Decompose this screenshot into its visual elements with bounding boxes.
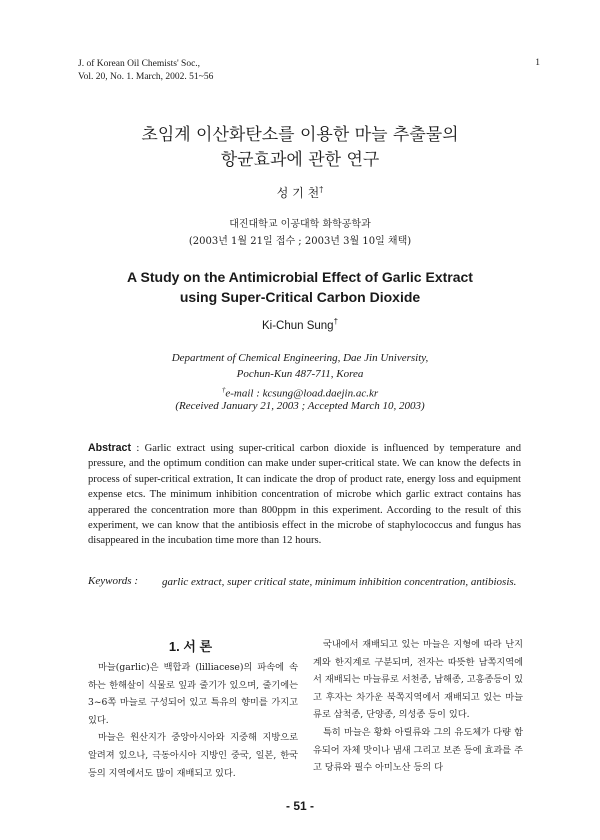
abstract — [88, 441, 521, 549]
paragraph: 마늘은 원산지가 중앙아시아와 지중해 지방으로 알려져 있으나, 극동아시아 지방인 중국, 일본, 한국 등의 지역에서도 많이 재배되고 있다. — [88, 732, 298, 779]
english-department: Department of Chemical Engineering, Dae Jin University, — [171, 352, 429, 364]
body-column-right — [313, 636, 523, 777]
header-page-number: 1 — [535, 58, 540, 68]
email-text: e-mail : kcsung@load.daejin.ac.kr — [225, 387, 379, 400]
english-address: Pochun-Kun 487-711, Korea — [236, 368, 364, 380]
dagger-mark: † — [319, 185, 324, 194]
section-heading-introduction: 1. 서 론 — [168, 639, 213, 654]
korean-title-line2: 항균효과에 관한 연구 — [220, 150, 380, 170]
korean-author — [0, 184, 600, 201]
english-title-line2: using Super-Critical Carbon Dioxide — [179, 289, 421, 305]
footer-page-number: - 51 - — [285, 799, 314, 813]
korean-title-line1: 초임계 이산화탄소를 이용한 마늘 추출물의 — [141, 125, 459, 145]
abstract-label: Abstract — [88, 442, 131, 454]
english-author — [0, 317, 600, 332]
english-title-line1: A Study on the Antimicrobial Effect of Garlic Extract — [127, 269, 473, 285]
korean-author-name: 성 기 천 — [276, 186, 320, 200]
english-received-dates: (Received January 21, 2003 ; Accepted March 10, 2003) — [175, 400, 425, 412]
korean-dates: (2003년 1월 21일 접수 ; 2003년 3월 10일 채택) — [188, 236, 412, 247]
paragraph: 국내에서 재배되고 있는 마늘은 지형에 따라 난지계와 한지계로 구분되며, 전자는 따뜻한 남쪽지역에서 재배되는 마늘류로 서천종, 남해종, 고흥종등이 있고 후자는 차가운 북쪽지역에서 재배되고 있는 마늘류로 삼척종, 단양종, 의성종 등이 있다. — [313, 639, 523, 721]
body-column-left — [88, 659, 298, 782]
english-author-name: Ki-Chun Sung — [261, 319, 334, 332]
abstract-text: : Garlic extract using super-critical carbon dioxide is influenced by temperature and pressure, and the optimum condition can make under super-critical state. We can know the defects in process of super-critical extration, It can indicate the drop of product rate, energy loss and equipment expense etcs. The minimum inhibition concentration of microbe which garlic extract contains has apperared the concentration more than 800ppm in this experiment. According to the result of this experiment, we can know that the antibiosis effect in the microbe of staphylococcus and fungus has disappeared in the incubation time more than 12 hours. — [88, 443, 521, 547]
dagger-mark: † — [333, 317, 339, 326]
dagger-mark: † — [221, 386, 226, 394]
korean-affiliation: 대진대학교 이공대학 화학공학과 — [229, 219, 371, 230]
journal-citation — [78, 58, 213, 84]
journal-name: J. of Korean Oil Chemists' Soc., — [78, 59, 201, 69]
journal-volume: Vol. 20, No. 1. March, 2002. 51~56 — [78, 72, 214, 82]
paragraph: 마늘(garlic)은 백합과 (lilliacese)의 파속에 속하는 한해살이 식물로 잎과 줄기가 있으며, 줄기에는 3~6쪽 마늘로 구성되어 있고 특유의 향미를 가지고 있다. — [88, 662, 298, 726]
keywords-text: garlic extract, super critical state, minimum inhibition concentration, antibiosis. — [162, 576, 517, 588]
keywords-label: Keywords : — [88, 575, 139, 587]
paragraph: 특히 마늘은 황화 아릴류와 그의 유도체가 다량 함유되어 자체 맛이나 냄새 그리고 보존 등에 효과를 주고 당류와 필수 아미노산 등의 다 — [313, 726, 523, 774]
